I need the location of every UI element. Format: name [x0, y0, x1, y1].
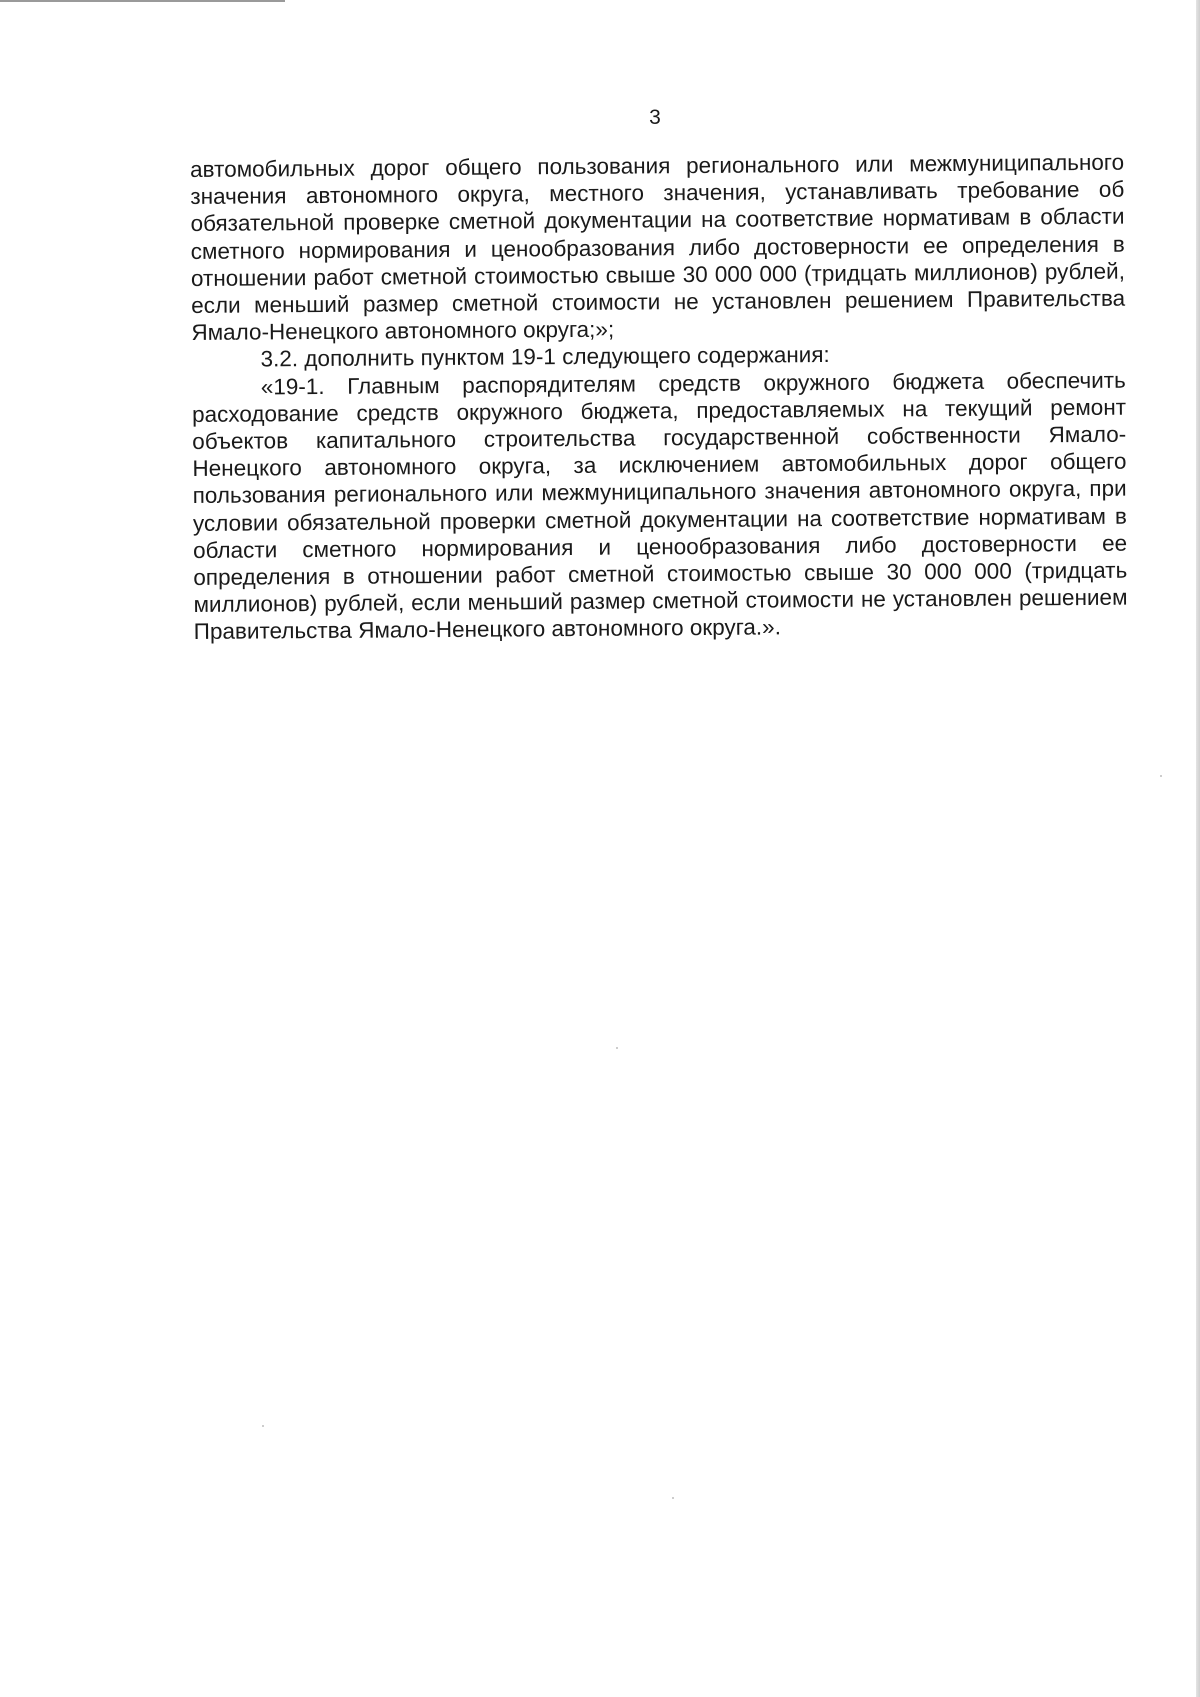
- page-number: 3: [649, 106, 661, 129]
- scan-right-edge: [1196, 0, 1200, 1697]
- document-body: [190, 149, 1128, 646]
- paragraph-continuation: автомобильных дорог общего пользования регионального или межмуниципального значения автономного округа, местного значения, устанавливать требование об обязательной проверке сметной документации на соответствие нормативам в области сметного нормирования и ценообразования либо достоверности ее определения в отношении работ сметной стоимостью свыше 30 000 000 (тридцать миллионов) рублей, если меньший размер сметной стоимости не установлен решением Правительства Ямало-Ненецкого автономного округа;»;: [190, 149, 1126, 346]
- paragraph-clause-19-1: «19-1. Главным распорядителям средств окружного бюджета обеспечить расходование средств окружного бюджета, предоставляемых на текущий ремонт объектов капитального строительства государственной собственности Ямало-Ненецкого автономного округа, за исключением автомобильных дорог общего пользования регионального или межмуниципального значения автономного округа, при условии обязательной проверки сметной документации на соответствие нормативам в области сметного нормирования и ценообразования либо достоверности ее определения в отношении работ сметной стоимостью свыше 30 000 000 (тридцать миллионов) рублей, если меньший размер сметной стоимости не установлен решением Правительства Ямало-Ненецкого автономного округа.».: [191, 367, 1128, 645]
- scan-speck: [672, 1497, 674, 1499]
- paragraph-amendment-3-2: 3.2. дополнить пунктом 19-1 следующего содержания:: [260, 342, 830, 372]
- scan-speck: [262, 1425, 264, 1427]
- scan-speck: [616, 1047, 618, 1049]
- scan-top-edge: [0, 0, 285, 2]
- scan-speck: [1160, 775, 1162, 777]
